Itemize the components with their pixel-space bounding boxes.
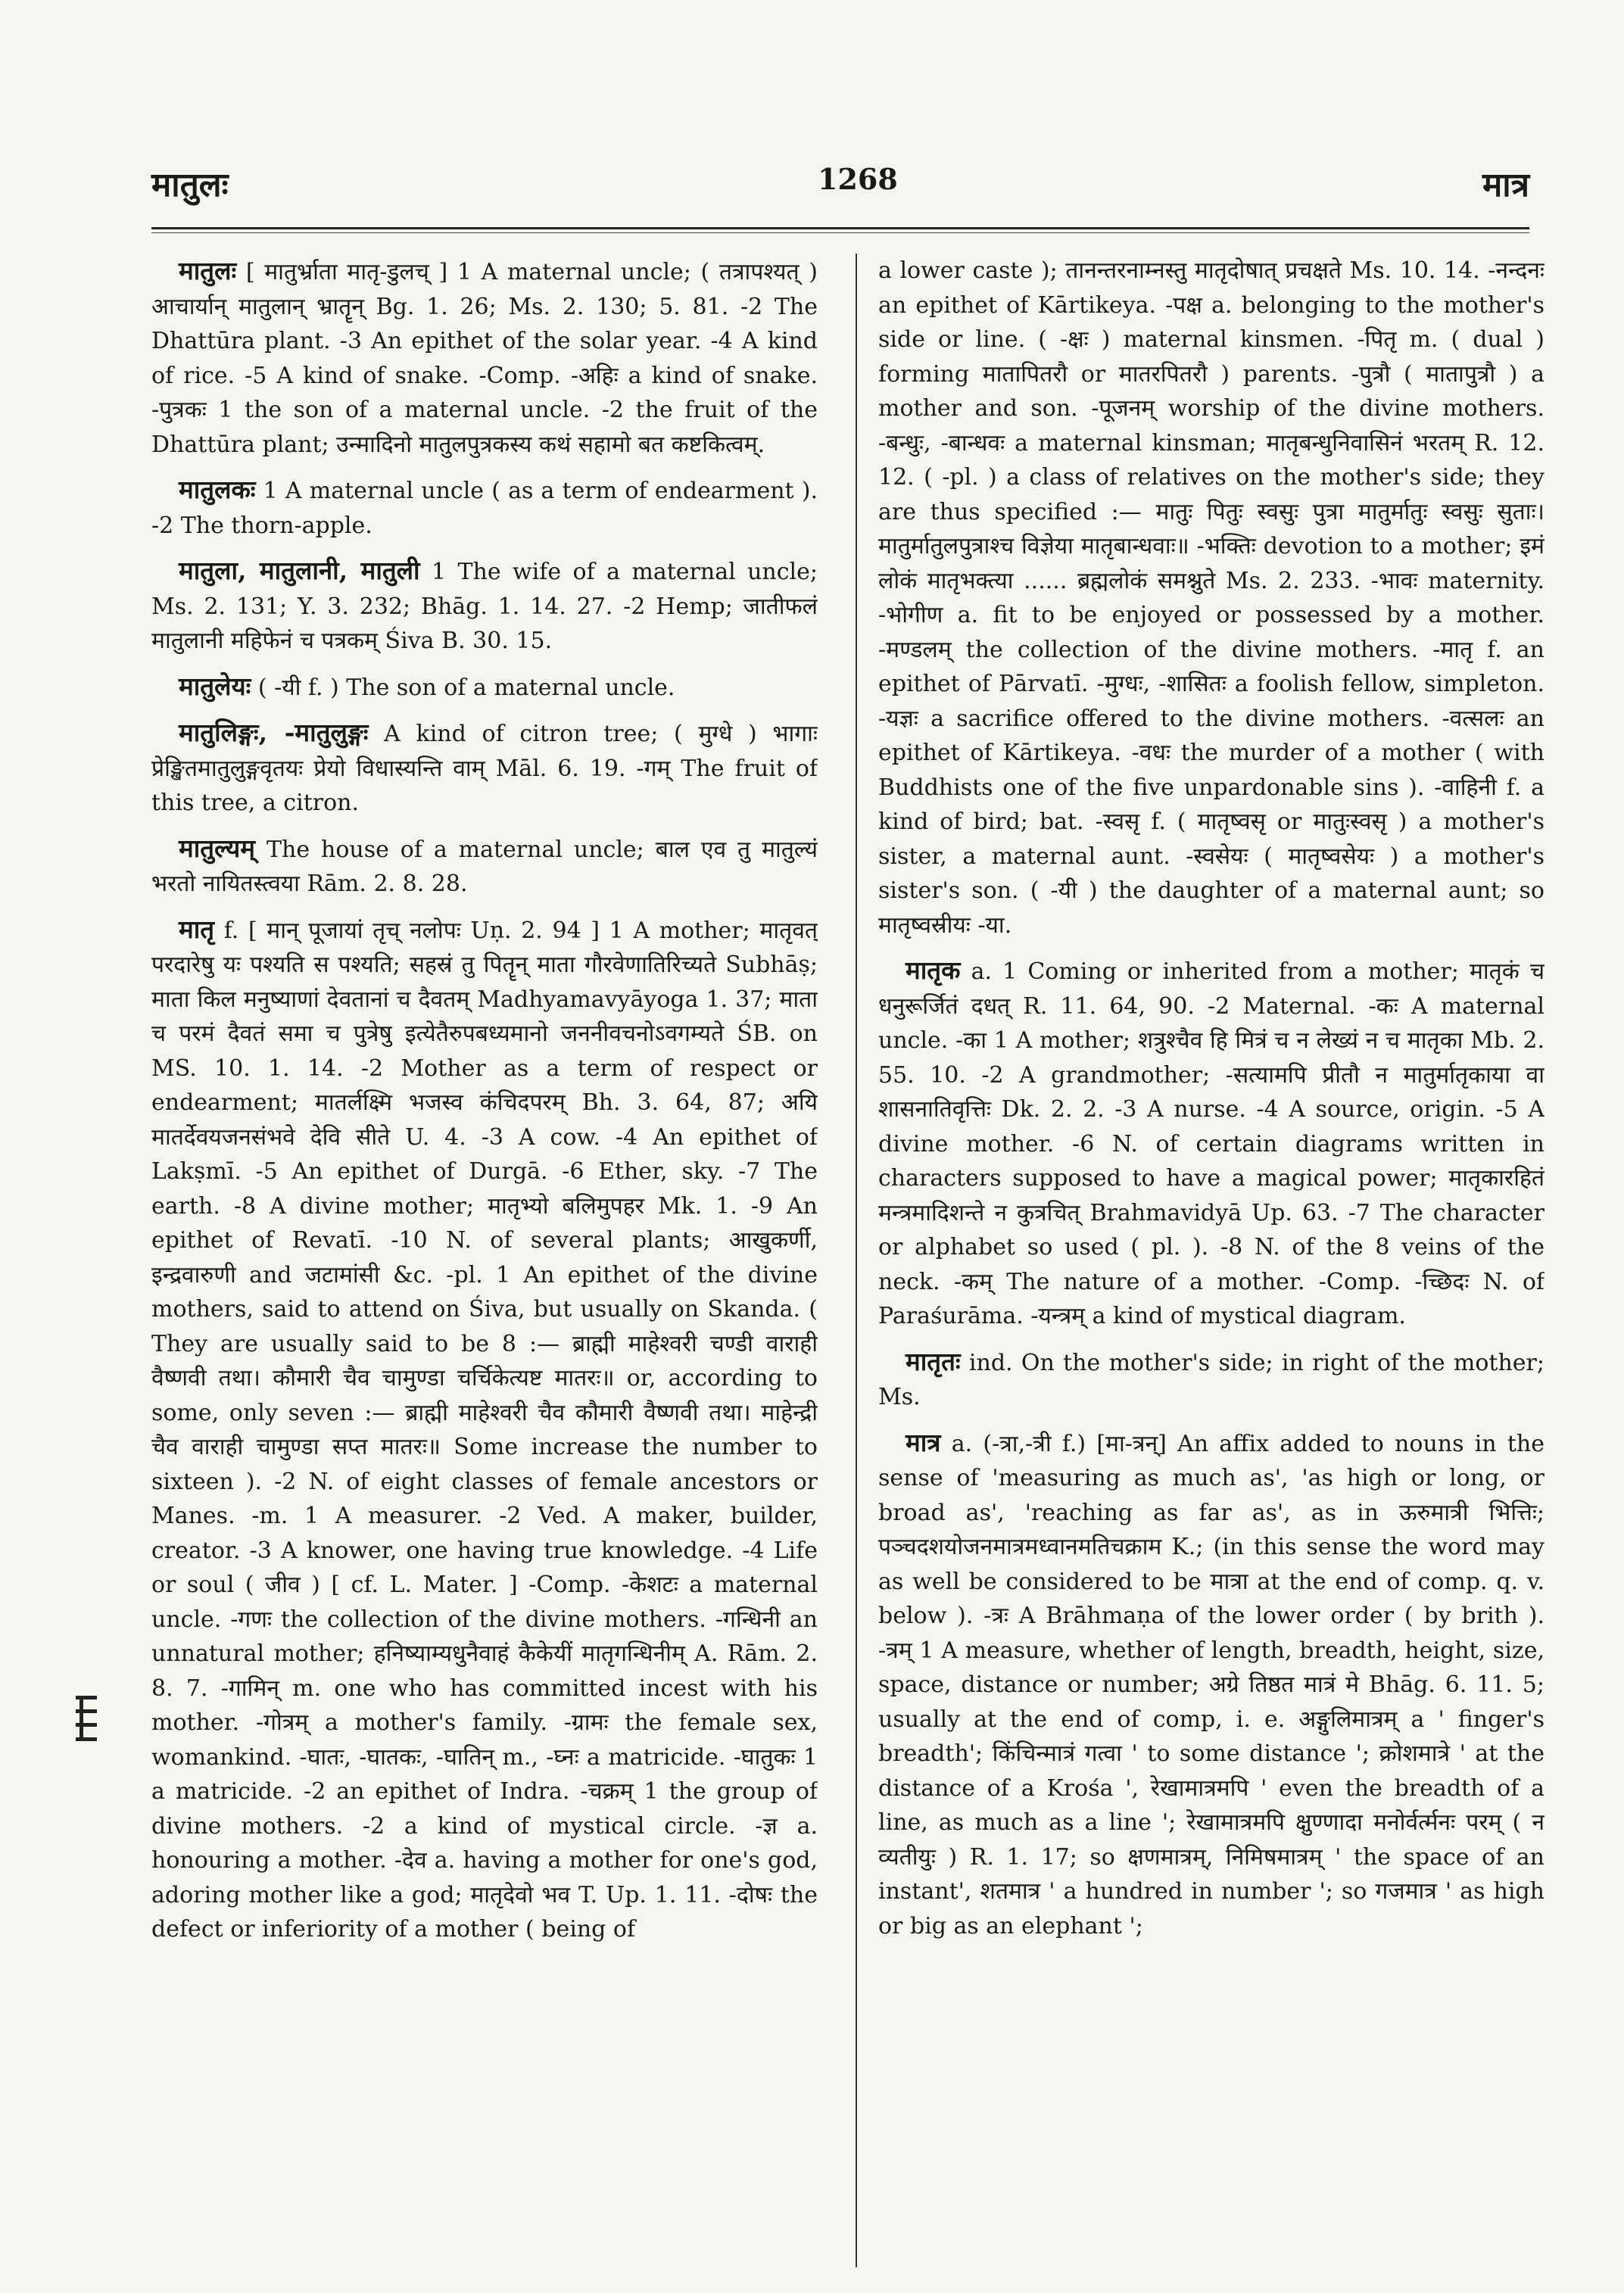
right-running-headword: मात्र <box>1482 166 1529 204</box>
page-number: 1268 <box>818 162 898 196</box>
left-running-headword: मातुलः <box>151 166 229 204</box>
entry-headword: मातुला, मातुलानी, मातुली <box>179 556 420 585</box>
entry-definition: 1 A maternal uncle ( as a term of endearment ). -2 The thorn-apple. <box>151 478 818 539</box>
header-rule <box>151 227 1529 229</box>
dictionary-entry <box>151 472 818 543</box>
entry-definition: ind. On the mother's side; in right of the mother; Ms. <box>878 1349 1545 1410</box>
entry-headword: मात्र <box>906 1427 941 1457</box>
dictionary-entry <box>151 912 818 1947</box>
column-divider <box>856 254 857 2267</box>
entry-headword: मातुलकः <box>179 475 256 504</box>
left-column <box>151 254 818 2263</box>
entry-headword: मातृतः <box>906 1346 961 1376</box>
entry-definition: The house of a maternal uncle; बाल एव तु मातुल्यं भरतो नायितस्त्वया Rām. 2. 8. 28. <box>151 836 818 897</box>
entry-definition: 1 The wife of a maternal uncle; Ms. 2. 131; Y. 3. 232; Bhāg. 1. 14. 27. -2 Hemp; जातीफलं मातुलानी महिफेनं च पत्रकम् Śiva B. 30. 15. <box>151 559 818 654</box>
entry-definition: a. (-त्रा,-त्री f.) [मा-त्रन्] An affix added to nouns in the sense of 'measuring as much as', 'as high or long, or broad as', 'reaching as far as', as in ऊरुमात्री भित्तिः; पञ्चदशयोजनमात्रमध्वानमतिचक्राम K.; (in this sense the word may as well be considered to be मात्रा at the end of comp. q. v. below ). -त्रः A Brāhmaṇa of the lower order ( by brith ). -त्रम् 1 A measure, whether of length, breadth, height, size, space, distance or number; अग्रे तिष्ठत मात्रं मे Bhāg. 6. 11. 5; usually at the end of comp, i. e. अङ्गुलिमात्रम् a ' finger's breadth'; किंचिन्मात्रं गत्वा ' to some distance '; क्रोशमात्रे ' at the distance of a Krośa ', रेखामात्रमपि ' even the breadth of a line, as much as a line '; रेखामात्रमपि क्षुण्णादा मनोर्वर्त्मनः परम् ( न व्यतीयुः ) R. 1. 17; so क्षणमात्रम्, निमिषमात्रम् ' the space of an instant', शतमात्र ' a hundred in number '; so गजमात्र ' as high or big as an elephant '; <box>878 1430 1545 1939</box>
entry-headword: मातृक <box>906 955 961 985</box>
entry-headword: मातुलेयः <box>179 671 251 701</box>
entry-headword: मातुलिङ्गः, -मातुलुङ्गः <box>179 718 369 747</box>
entry-definition: a. 1 Coming or inherited from a mother; मातृकं च धनुरूर्जितं दधत् R. 11. 64, 90. -2 Maternal. -कः A maternal uncle. -का 1 A mother; शत्रुश्चैव हि मित्रं च न लेख्यं न च मातृका Mb. 2. 55. 10. -2 A grandmother; -सत्यामपि प्रीतौ न मातुर्मातृकाया वा शासनातिवृत्तिः Dk. 2. 2. -3 A nurse. -4 A source, origin. -5 A divine mother. -6 N. of certain diagrams written in characters supposed to have a magical power; मातृकारहितं मन्त्रमादिशन्ते न कुत्रचित् Brahmavidyā Up. 63. -7 The character or alphabet so used ( pl. ). -8 N. of the 8 veins of the neck. -कम् The nature of a mother. -Comp. -च्छिदः N. of Paraśurāma. -यन्त्रम् a kind of mystical diagram. <box>878 958 1545 1329</box>
page-header <box>151 160 1529 213</box>
entry-definition: [ मातुर्भ्राता मातृ-डुलच् ] 1 A maternal uncle; ( तत्रापश्यत् ) आचार्यान् मातुलान् भ्रातॄन् Bg. 1. 26; Ms. 2. 130; 5. 81. -2 The Dhattūra plant. -3 An epithet of the solar year. -4 A kind of rice. -5 A kind of snake. -Comp. -अहिः a kind of snake. -पुत्रकः 1 the son of a maternal uncle. -2 the fruit of the Dhattūra plant; उन्मादिनो मातुलपुत्रकस्य कथं सहामो बत कष्टकित्वम्. <box>151 259 818 458</box>
dictionary-entry <box>151 553 818 659</box>
entry-definition: a lower caste ); तानन्तरनाम्नस्तु मातृदोषात् प्रचक्षते Ms. 10. 14. -नन्दनः an epithet of Kārtikeya. -पक्ष a. belonging to the mother's side or line. ( -क्षः ) maternal kinsmen. -पितृ m. ( dual ) forming मातापितरौ or मातरपितरौ ) parents. -पुत्रौ ( मातापुत्रौ ) a mother and son. -पूजनम् worship of the divine mothers. -बन्धुः, -बान्धवः a maternal kinsman; मातृबन्धुनिवासिनं भरतम् R. 12. 12. ( -pl. ) a class of relatives on the mother's side; they are thus specified :— मातुः पितुः स्वसुः पुत्रा मातुर्मातुः स्वसुः सुताः। मातुर्मातुलपुत्राश्च विज्ञेया मातृबान्धवाः॥ -भक्तिः devotion to a mother; इमं लोकं मातृभक्त्या ...... ब्रह्मलोकं समश्नुते Ms. 2. 233. -भावः maternity. -भोगीण a. fit to be enjoyed or possessed by a mother. -मण्डलम् the collection of the divine mothers. -मातृ f. an epithet of Pārvatī. -मुग्धः, -शासितः a foolish fellow, simpleton. -यज्ञः a sacrifice offered to the divine mothers. -वत्सलः an epithet of Kārtikeya. -वधः the murder of a mother ( with Buddhists one of the five unpardonable sins ). -वाहिनी f. a kind of bird; bat. -स्वसृ f. ( मातृष्वसृ or मातुःस्वसृ ) a mother's sister, a maternal aunt. -स्वसेयः ( मातृष्वसेयः ) a mother's sister's son. ( -यी ) the daughter of a maternal aunt; so मातृष्वस्रीयः -या. <box>878 257 1545 939</box>
header-rule-thin <box>151 232 1529 233</box>
dictionary-entry <box>878 1425 1545 1944</box>
entry-headword: मातुल्यम् <box>179 833 256 863</box>
dictionary-entry <box>151 254 818 462</box>
dictionary-entry-continuation <box>878 254 1545 942</box>
dictionary-entry <box>878 953 1545 1334</box>
entry-headword: मातृ <box>179 914 215 944</box>
dictionary-entry <box>151 715 818 821</box>
entry-definition: ( -यी f. ) The son of a maternal uncle. <box>257 674 675 701</box>
margin-mark-icon <box>76 1696 97 1741</box>
dictionary-entry <box>151 669 818 706</box>
dictionary-entry <box>151 831 818 902</box>
entry-definition: A kind of citron tree; ( मुग्धे ) भागाः प्रेङ्खितमातुलुङ्गवृतयः प्रेयो विधास्यन्ति वाम् Māl. 6. 19. -गम् The fruit of this tree, a citron. <box>151 721 818 816</box>
right-column <box>878 254 1545 2263</box>
entry-headword: मातुलः <box>179 256 237 285</box>
dictionary-entry <box>878 1344 1545 1415</box>
entry-definition: f. [ मान् पूजायां तृच् नलोपः Uṇ. 2. 94 ] 1 A mother; मातृवत् परदारेषु यः पश्यति स पश्यति; सहस्रं तु पितॄन् माता गौरवेणातिरिच्यते Subhāṣ; माता किल मनुष्याणां देवतानां च दैवतम् Madhyamavyāyoga 1. 37; माता च परमं दैवतं समा च पुत्रेषु इत्येतैरुपबध्यमानो जननीवचनोऽवगम्यते ŚB. on MS. 10. 1. 14. -2 Mother as a term of respect or endearment; मातर्लक्ष्मि भजस्व कंचिदपरम् Bh. 3. 64, 87; अयि मातर्देवयजनसंभवे देवि सीते U. 4. -3 A cow. -4 An epithet of Lakṣmī. -5 An epithet of Durgā. -6 Ether, sky. -7 The earth. -8 A divine mother; मातृभ्यो बलिमुपहर Mk. 1. -9 An epithet of Revatī. -10 N. of several plants; आखुकर्णी, इन्द्रवारुणी and जटामांसी &c. -pl. 1 An epithet of the divine mothers, said to attend on Śiva, but usually on Skanda. ( They are usually said to be 8 :— ब्राह्मी माहेश्वरी चण्डी वाराही वैष्णवी तथा। कौमारी चैव चामुण्डा चर्चिकेत्यष्ट मातरः॥ or, according to some, only seven :— ब्राह्मी माहेश्वरी चैव कौमारी वैष्णवी तथा। माहेन्द्री चैव वाराही चामुण्डा सप्त मातरः॥ Some increase the number to sixteen ). -2 N. of eight classes of female ancestors or Manes. -m. 1 A measurer. -2 Ved. A maker, builder, creator. -3 A knower, one having true knowledge. -4 Life or soul ( जीव ) [ cf. L. Mater. ] -Comp. -केशटः a maternal uncle. -गणः the collection of the divine mothers. -गन्धिनी an unnatural mother; हनिष्याम्यधुनैवाहं कैकेयीं मातृगन्धिनीम् A. Rām. 2. 8. 7. -गामिन् m. one who has committed incest with his mother. -गोत्रम् a mother's family. -ग्रामः the female sex, womankind. -घातः, -घातकः, -घातिन् m., -घ्नः a matricide. -घातुकः 1 a matricide. -2 an epithet of Indra. -चक्रम् 1 the group of divine mothers. -2 a kind of mystical circle. -ज्ञ a. honouring a mother. -देव a. having a mother for one's god, adoring mother like a god; मातृदेवो भव T. Up. 1. 11. -दोषः the defect or inferiority of a mother ( being of <box>151 917 818 1943</box>
